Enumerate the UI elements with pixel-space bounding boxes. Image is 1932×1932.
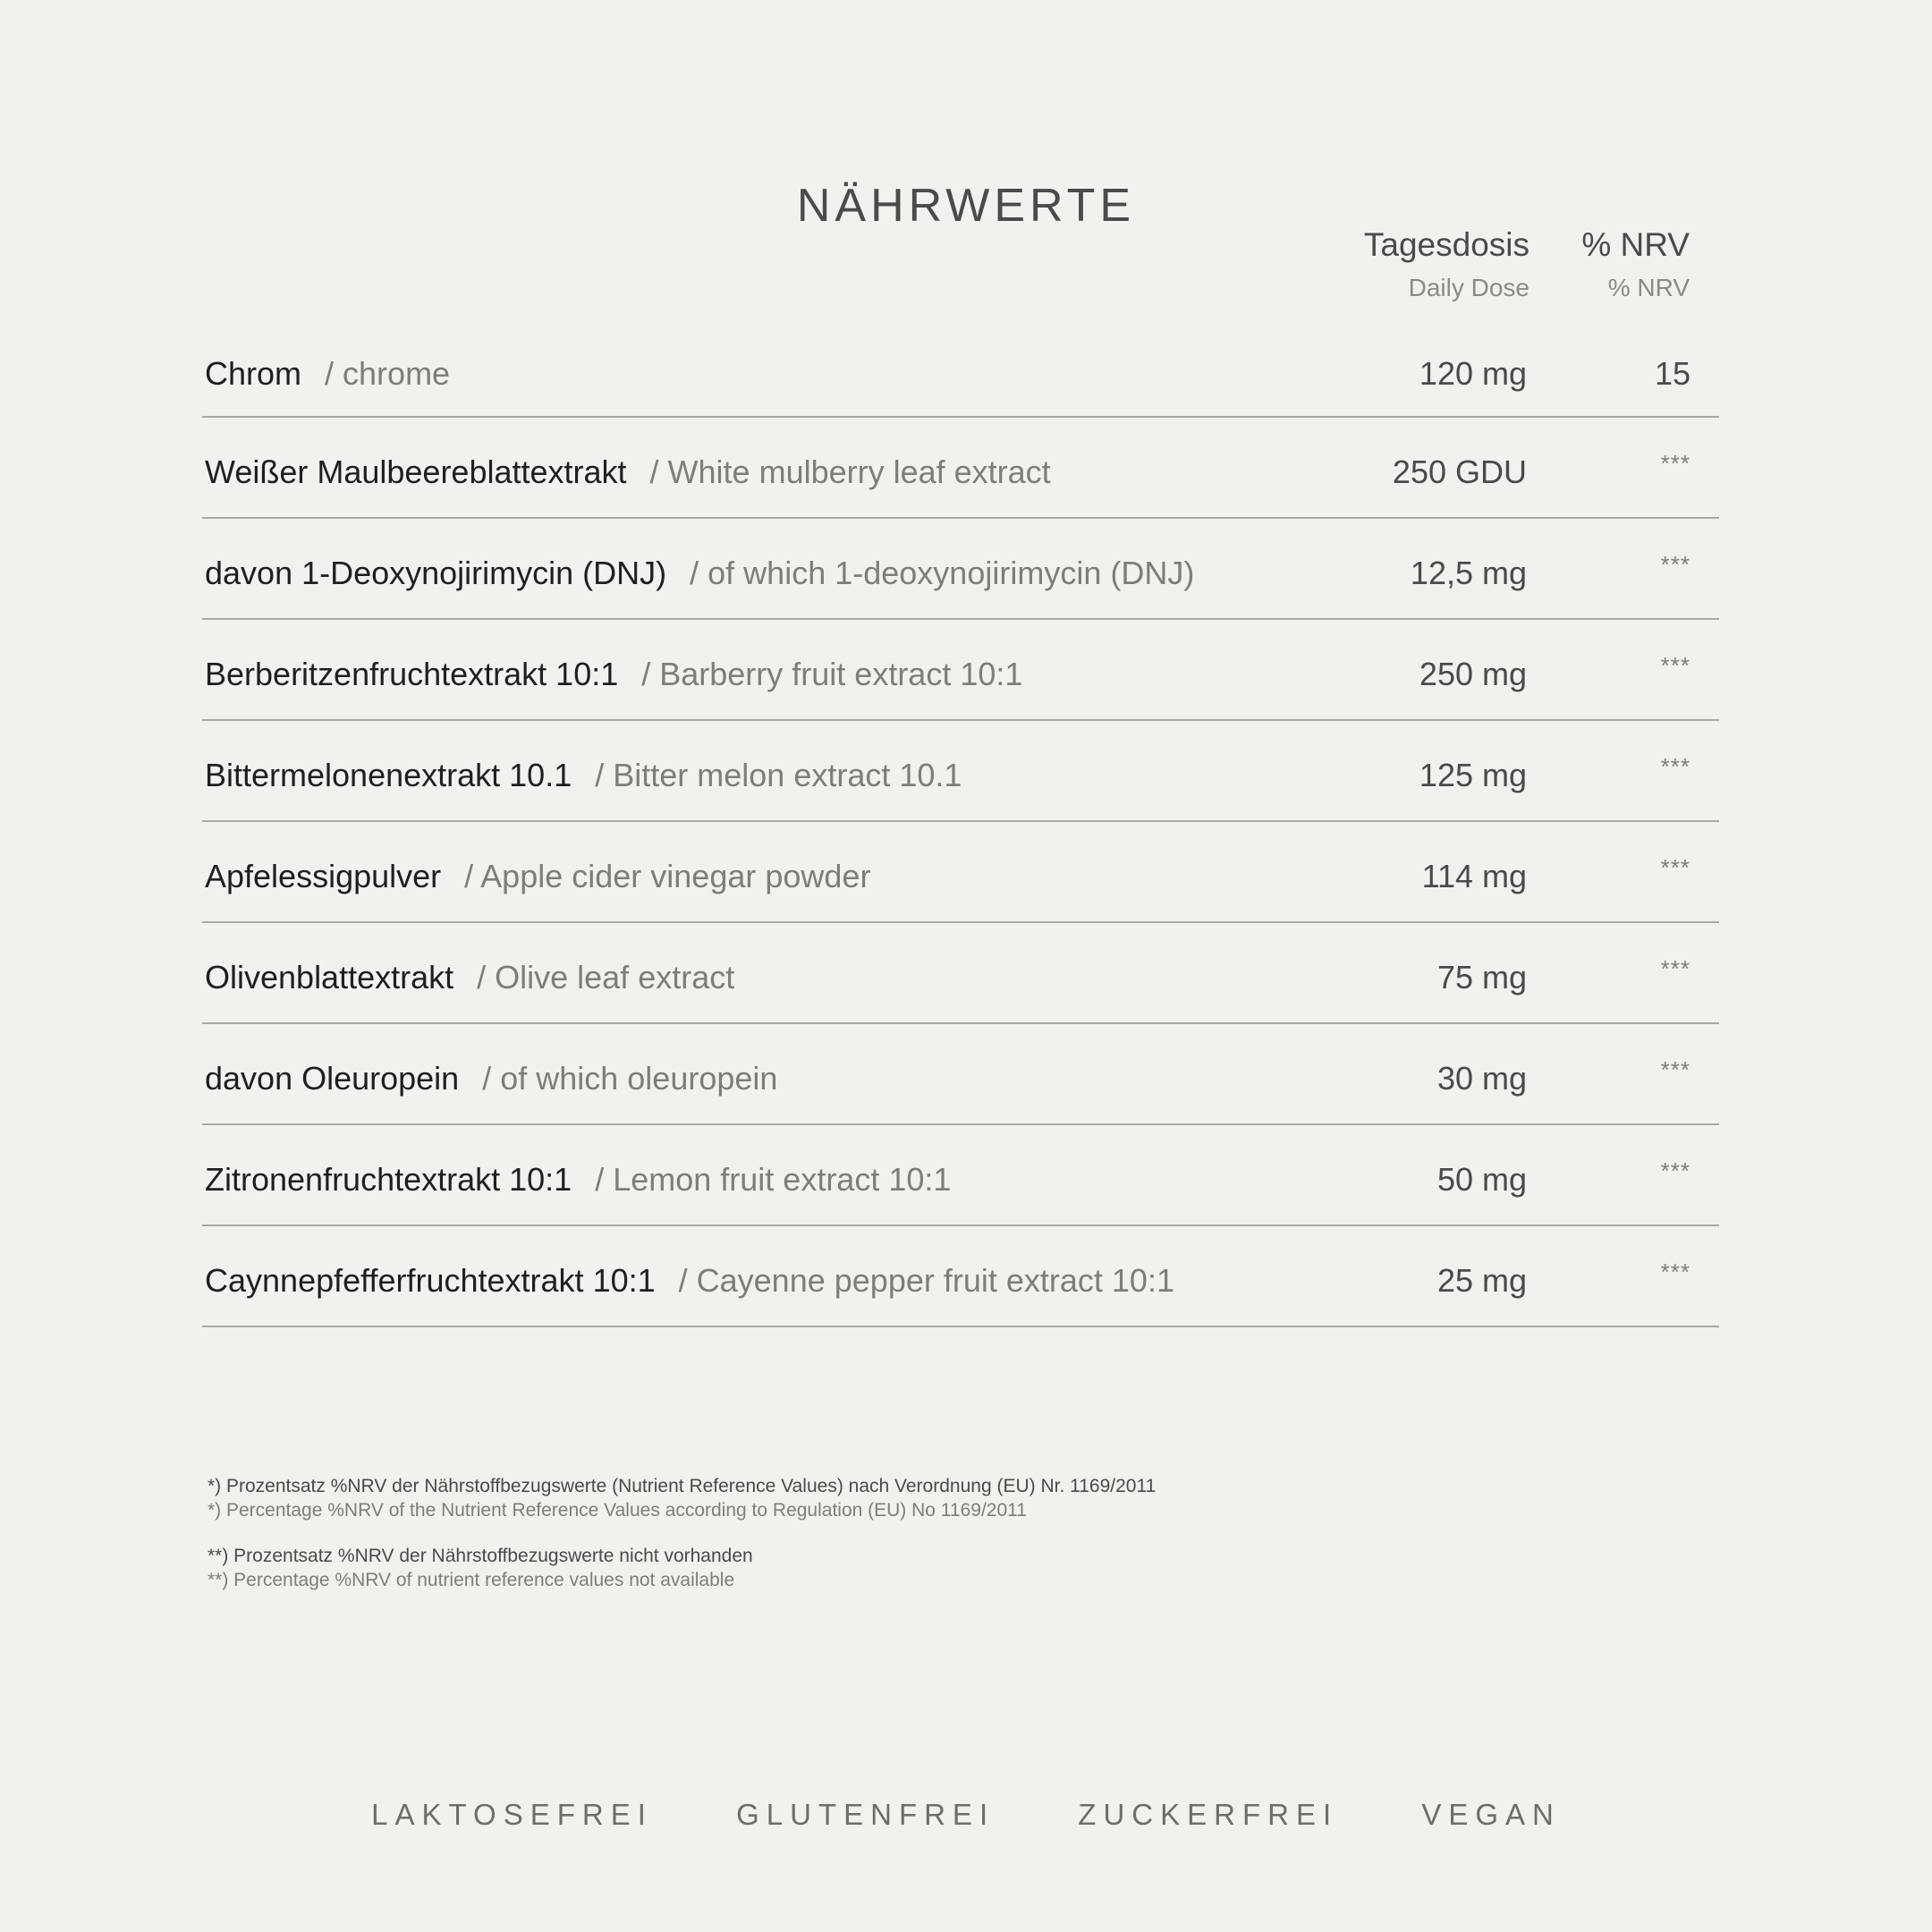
nrv-value: ***: [1660, 854, 1690, 881]
nrv-value: ***: [1660, 1258, 1690, 1285]
nrv-value: ***: [1660, 551, 1690, 578]
ingredient-name-de: Bittermelonenextrakt 10.1: [205, 757, 572, 793]
footnote-2-de: **) Prozentsatz %NRV der Nährstoffbezugswerte nicht vorhanden: [208, 1546, 753, 1566]
daily-dose-value: 125 mg: [1419, 757, 1527, 793]
column-header-nrv: [1581, 224, 1690, 306]
table-row: [202, 319, 1719, 418]
ingredient-name-de: Weißer Maulbeereblattextrakt: [205, 453, 627, 490]
nrv-value: ***: [1660, 1157, 1690, 1184]
ingredient-name-de: Berberitzenfruchtextrakt 10:1: [205, 656, 619, 692]
footnote-1-de: *) Prozentsatz %NRV der Nährstoffbezugswerte (Nutrient Reference Values) nach Verordnung (EU) Nr. 1169/2011: [208, 1476, 1157, 1496]
ingredient-name-de: Apfelessigpulver: [205, 858, 442, 894]
footnotes: [208, 1474, 1156, 1592]
ingredient-name-en: / Barberry fruit extract 10:1: [641, 656, 1023, 692]
daily-dose-value: 25 mg: [1436, 1262, 1527, 1299]
ingredient-name-en: / White mulberry leaf extract: [649, 453, 1051, 490]
badge-vegan: VEGAN: [1421, 1798, 1561, 1831]
table-row: [202, 418, 1719, 519]
ingredient-name-en: / chrome: [325, 355, 451, 392]
table-row: [202, 822, 1719, 923]
table-row: [202, 620, 1719, 721]
nrv-value: 15: [1654, 355, 1690, 392]
daily-dose-value: 12,5 mg: [1410, 555, 1527, 591]
nrv-value: ***: [1660, 450, 1690, 477]
ingredient-name: [205, 959, 734, 996]
ingredient-name-en: / Olive leaf extract: [477, 959, 735, 996]
column-header-nrv-sublabel: % NRV: [1607, 274, 1690, 301]
ingredient-name-de: Zitronenfruchtextrakt 10:1: [205, 1161, 572, 1198]
table-row: [202, 519, 1719, 620]
ingredient-name-en: / of which 1-deoxynojirimycin (DNJ): [690, 555, 1195, 591]
ingredient-name-en: / Apple cider vinegar powder: [464, 858, 871, 894]
ingredient-name: [205, 1161, 951, 1199]
ingredient-name-en: / of which oleuropein: [482, 1060, 778, 1097]
nrv-value: ***: [1660, 955, 1690, 982]
ingredient-name: [205, 1262, 1174, 1300]
ingredient-name-de: Chrom: [205, 355, 302, 392]
nrv-value: ***: [1660, 1056, 1690, 1083]
ingredient-name-de: davon 1-Deoxynojirimycin (DNJ): [205, 555, 667, 591]
page-title: NÄHRWERTE: [796, 180, 1136, 232]
footnote-2-en: **) Percentage %NRV of nutrient reference values not available: [208, 1570, 735, 1590]
column-header-nrv-label: % NRV: [1581, 226, 1690, 263]
nrv-value: ***: [1660, 753, 1690, 780]
table-row: [202, 923, 1719, 1024]
ingredient-name: [205, 757, 962, 794]
table-row: [202, 1024, 1719, 1125]
ingredient-name-de: Caynnepfefferfruchtextrakt 10:1: [205, 1262, 656, 1299]
daily-dose-value: 120 mg: [1419, 355, 1527, 392]
badge-glutenfrei: GLUTENFREI: [736, 1798, 996, 1831]
dietary-badges: [0, 1798, 1932, 1832]
ingredient-name: [205, 453, 1051, 491]
ingredient-name-en: / Lemon fruit extract 10:1: [595, 1161, 952, 1198]
badge-laktosefrei: LAKTOSEFREI: [371, 1798, 653, 1831]
ingredient-name-de: Olivenblattextrakt: [205, 959, 454, 996]
column-header-dose-label: Tagesdosis: [1363, 226, 1530, 263]
daily-dose-value: 250 GDU: [1392, 453, 1527, 490]
ingredient-name: [205, 555, 1194, 592]
ingredient-name: [205, 656, 1022, 693]
daily-dose-value: 30 mg: [1436, 1060, 1527, 1097]
daily-dose-value: 50 mg: [1436, 1161, 1527, 1198]
daily-dose-value: 114 mg: [1421, 858, 1527, 894]
ingredient-name-en: / Cayenne pepper fruit extract 10:1: [678, 1262, 1174, 1299]
ingredient-name-en: / Bitter melon extract 10.1: [595, 757, 962, 793]
footnote-1-en: *) Percentage %NRV of the Nutrient Reference Values according to Regulation (EU) No 1169/2011: [208, 1500, 1027, 1521]
column-header-dose-sublabel: Daily Dose: [1408, 274, 1530, 301]
nutrition-table: [202, 319, 1719, 1327]
table-row: [202, 1125, 1719, 1226]
daily-dose-value: 250 mg: [1419, 656, 1527, 692]
ingredient-name: [205, 1060, 777, 1097]
daily-dose-value: 75 mg: [1436, 959, 1527, 996]
ingredient-name: [205, 355, 450, 393]
nrv-value: ***: [1660, 652, 1690, 679]
column-header-daily-dose: [1364, 224, 1530, 306]
ingredient-name-de: davon Oleuropein: [205, 1060, 460, 1097]
table-row: [202, 1226, 1719, 1327]
badge-zuckerfrei: ZUCKERFREI: [1078, 1798, 1339, 1831]
table-row: [202, 721, 1719, 822]
ingredient-name: [205, 858, 870, 895]
